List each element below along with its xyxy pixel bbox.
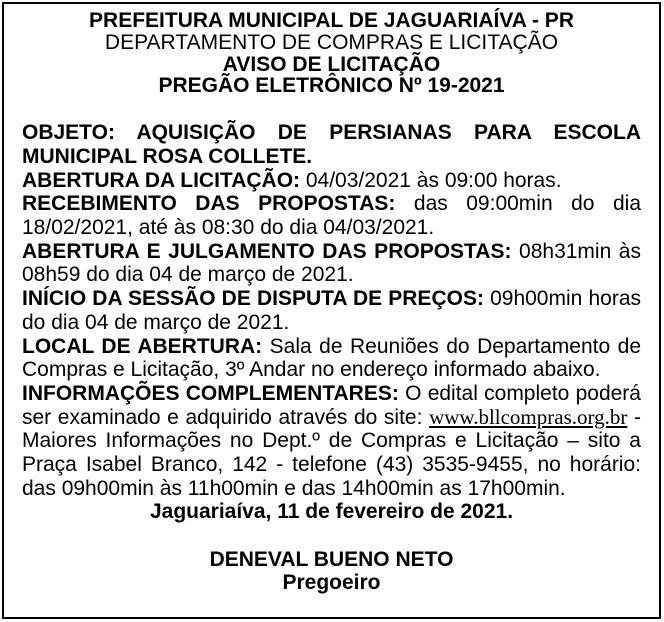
- signer-role: Pregoeiro: [282, 571, 381, 595]
- informacoes-text-before: O edital completo poderá ser examinado e adquirido através do site:: [22, 381, 641, 429]
- notice-type-title: AVISO DE LICITAÇÃO: [222, 52, 441, 76]
- julgamento-label: ABERTURA E JULGAMENTO DAS PROPOSTAS:: [22, 239, 512, 263]
- department-title: DEPARTAMENTO DE COMPRAS E LICITAÇÃO: [104, 30, 559, 54]
- recebimento-label: RECEBIMENTO DAS PROPOSTAS:: [22, 192, 396, 216]
- notice-body: [22, 121, 641, 524]
- local-text: Sala de Reuniões do Departamento de Compras e Licitação, 3º Andar no endereço informado abaixo.: [22, 334, 641, 382]
- objeto-label: OBJETO:: [22, 121, 115, 145]
- paragraph-julgamento: [22, 240, 641, 287]
- bllcompras-link[interactable]: www.bllcompras.org.br: [429, 404, 628, 429]
- notice-header: [22, 10, 641, 97]
- recebimento-text: das 09:00min do dia 18/02/2021, até às 08:30 do dia 04/03/2021.: [22, 192, 641, 239]
- paragraph-local: [22, 335, 641, 382]
- date-line: Jaguariaíva, 11 de fevereiro de 2021.: [149, 500, 514, 524]
- disputa-label: INÍCIO DA SESSÃO DE DISPUTA DE PREÇOS:: [22, 287, 484, 311]
- paragraph-objeto: [22, 121, 641, 168]
- informacoes-text-after: - Maiores Informações no Dept.º de Compras e Licitação – sito a Praça Isabel Branco, 142 - telefone (43) 3535-9455, no horário: das 09h00min às 11h00min e das 14h00min as 17h00min.: [22, 405, 641, 500]
- local-label: LOCAL DE ABERTURA:: [22, 334, 263, 358]
- paragraph-informacoes: [22, 382, 641, 501]
- municipality-title: PREFEITURA MUNICIPAL DE JAGUARIAÍVA - PR: [89, 9, 574, 32]
- julgamento-text: 08h31min às 08h59 do dia 04 de março de 2021.: [22, 239, 641, 287]
- notice-page: [2, 2, 661, 619]
- auction-number-title: PREGÃO ELETRÔNICO Nº 19-2021: [158, 74, 505, 98]
- signature-block: [22, 548, 641, 595]
- paragraph-disputa: [22, 287, 641, 334]
- paragraph-recebimento: [22, 192, 641, 239]
- abertura-text: 04/03/2021 às 09:00 horas.: [300, 168, 562, 192]
- signer-name: DENEVAL BUENO NETO: [209, 547, 454, 571]
- paragraph-abertura: [22, 169, 641, 193]
- objeto-text: AQUISIÇÃO DE PERSIANAS PARA ESCOLA MUNICIPAL ROSA COLLETE.: [22, 121, 641, 168]
- abertura-label: ABERTURA DA LICITAÇÃO:: [22, 168, 301, 192]
- informacoes-label: INFORMAÇÕES COMPLEMENTARES:: [22, 381, 399, 405]
- disputa-text: 09h00min horas do dia 04 de março de 2021.: [22, 287, 641, 334]
